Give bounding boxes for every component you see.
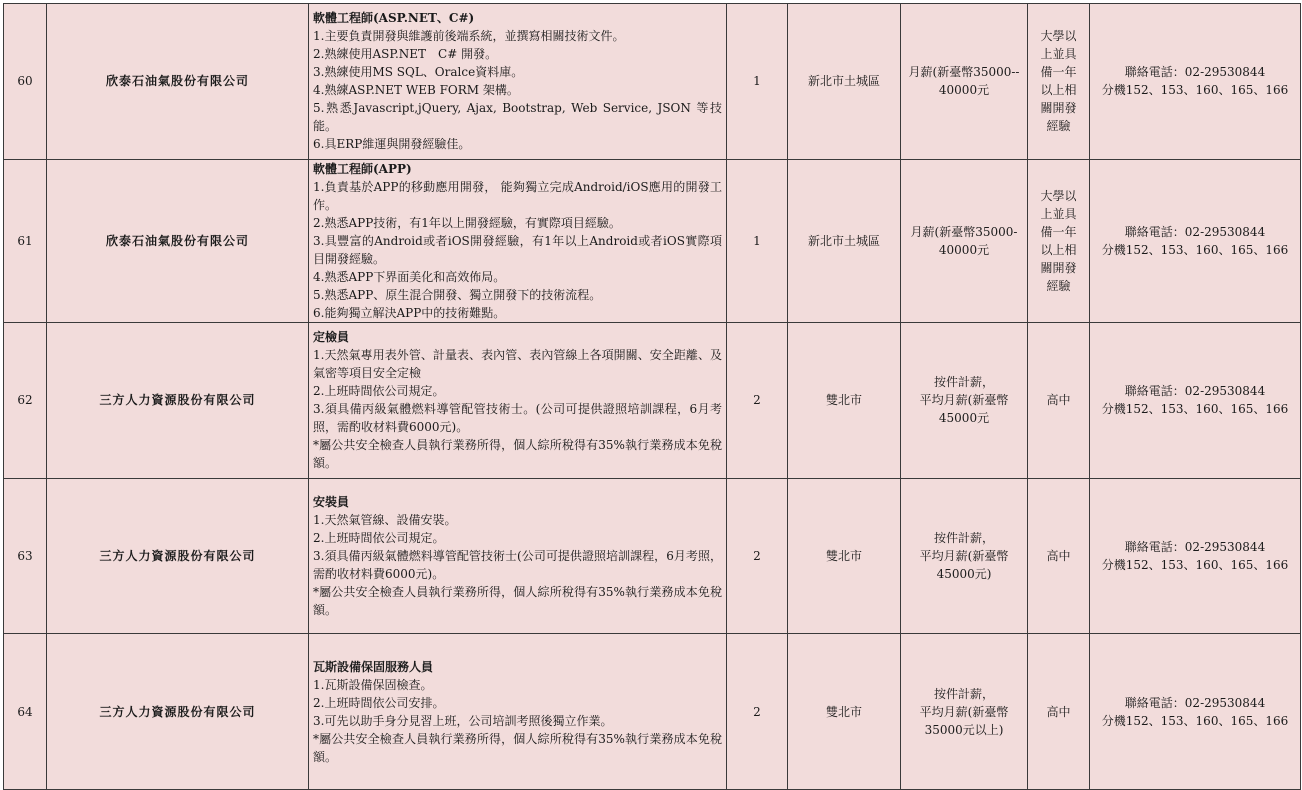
salary: [901, 478, 1028, 634]
headcount: 1: [727, 159, 788, 322]
headcount: 2: [727, 322, 788, 478]
row-number: 61: [4, 159, 47, 322]
requirement-list: [313, 511, 722, 619]
table-row: [4, 634, 1301, 790]
education-line: 關開發: [1040, 260, 1077, 275]
contact-line: 聯絡電話：02-29530844: [1124, 539, 1266, 554]
education-line: 高中: [1046, 704, 1071, 719]
education-line: 以上相: [1040, 242, 1077, 257]
salary: [901, 159, 1028, 322]
education-line: 高中: [1046, 548, 1071, 563]
contact-info: [1090, 478, 1301, 634]
job-description: [309, 478, 727, 634]
job-title: 軟體工程師(ASP.NET、C#): [313, 11, 475, 26]
contact-line: 分機152、153、160、165、166: [1101, 557, 1289, 572]
salary-line: 按件計薪，: [933, 686, 994, 701]
table-row: [4, 322, 1301, 478]
requirement-line: 3.須具備丙級氣體燃料導管配管技術士(公司可提供證照培訓課程，6月考照，需酌收材料費6000元)。: [313, 548, 722, 581]
requirement-list: [313, 27, 722, 153]
education-line: 上並具: [1040, 47, 1077, 62]
company-name: 三方人力資源股份有限公司: [47, 478, 309, 634]
job-listings-body: [4, 4, 1301, 790]
contact-line: 聯絡電話：02-29530844: [1124, 224, 1266, 239]
education-line: 以上相: [1040, 83, 1077, 98]
education-line: 經驗: [1046, 119, 1071, 134]
job-description: [309, 159, 727, 322]
work-location: 新北市土城區: [788, 4, 901, 160]
requirement-line: 1.負責基於APP的移動應用開發， 能夠獨立完成Android/iOS應用的開發工作。: [313, 179, 722, 212]
salary-line: 40000元: [938, 83, 990, 98]
headcount: 2: [727, 478, 788, 634]
work-location: 雙北市: [788, 634, 901, 790]
company-name: 三方人力資源股份有限公司: [47, 322, 309, 478]
table-row: [4, 478, 1301, 634]
salary-line: 45000元): [936, 566, 992, 581]
contact-line: 分機152、153、160、165、166: [1101, 713, 1289, 728]
requirement-list: [313, 178, 722, 322]
salary-line: 月薪(新臺幣35000--: [908, 65, 1020, 80]
contact-line: 分機152、153、160、165、166: [1101, 242, 1289, 257]
contact-line: 聯絡電話：02-29530844: [1124, 65, 1266, 80]
contact-info: [1090, 322, 1301, 478]
education-line: 經驗: [1046, 278, 1071, 293]
requirement-line: 1.瓦斯設備保固檢查。: [313, 677, 433, 692]
headcount: 1: [727, 4, 788, 160]
education-requirement: [1028, 634, 1090, 790]
education-line: 高中: [1046, 393, 1071, 408]
work-location: 新北市土城區: [788, 159, 901, 322]
job-title: 軟體工程師(APP): [313, 161, 412, 176]
requirement-line: 2.上班時間依公司安排。: [313, 695, 445, 710]
requirement-line: 1.天然氣專用表外管、計量表、表內管、表內管線上各項開關、安全距離、及氣密等項目安全定檢: [313, 348, 722, 381]
salary-line: 按件計薪，: [933, 530, 994, 545]
requirement-line: 2.熟悉APP技術，有1年以上開發經驗，有實際項目經驗。: [313, 215, 621, 230]
education-requirement: [1028, 4, 1090, 160]
requirement-line: 6.能夠獨立解決APP中的技術難點。: [313, 305, 506, 320]
education-line: 關開發: [1040, 101, 1077, 116]
requirement-line: 3.具豐富的Android或者iOS開發經驗，有1年以上Android或者iOS實際項目開發經驗。: [313, 233, 722, 266]
education-line: 上並具: [1040, 206, 1077, 221]
row-number: 62: [4, 322, 47, 478]
salary-line: 45000元: [938, 411, 990, 426]
requirement-line: 4.熟練ASP.NET WEB FORM 架構。: [313, 83, 519, 98]
requirement-line: 3.可先以助手身分見習上班，公司培訓考照後獨立作業。: [313, 713, 613, 728]
company-name: 欣泰石油氣股份有限公司: [47, 4, 309, 160]
salary: [901, 634, 1028, 790]
requirement-line: 6.具ERP維運與開發經驗佳。: [313, 137, 471, 152]
salary-line: 平均月薪(新臺幣: [919, 548, 1009, 563]
salary: [901, 322, 1028, 478]
row-number: 60: [4, 4, 47, 160]
education-requirement: [1028, 159, 1090, 322]
education-requirement: [1028, 322, 1090, 478]
requirement-line: 5.熟悉APP、原生混合開發、獨立開發下的技術流程。: [313, 287, 602, 302]
requirement-line: *屬公共安全檢查人員執行業務所得，個人綜所稅得有35%執行業務成本免稅額。: [313, 584, 722, 617]
requirement-line: 5.熟悉Javascript,jQuery, Ajax, Bootstrap, Web Service, JSON 等技能。: [313, 101, 722, 134]
headcount: 2: [727, 634, 788, 790]
salary-line: 40000元: [938, 242, 990, 257]
education-line: 大學以: [1040, 29, 1077, 44]
contact-line: 聯絡電話：02-29530844: [1124, 695, 1266, 710]
contact-line: 聯絡電話：02-29530844: [1124, 384, 1266, 399]
table-row: [4, 159, 1301, 322]
salary-line: 平均月薪(新臺幣: [919, 393, 1009, 408]
company-name: 三方人力資源股份有限公司: [47, 634, 309, 790]
requirement-line: 2.上班時間依公司規定。: [313, 530, 445, 545]
requirement-line: *屬公共安全檢查人員執行業務所得，個人綜所稅得有35%執行業務成本免稅額。: [313, 731, 722, 764]
salary: [901, 4, 1028, 160]
job-description: [309, 634, 727, 790]
row-number: 63: [4, 478, 47, 634]
salary-line: 35000元以上): [924, 722, 1004, 737]
education-requirement: [1028, 478, 1090, 634]
job-title: 定檢員: [313, 330, 350, 345]
education-line: 大學以: [1040, 188, 1077, 203]
company-name: 欣泰石油氣股份有限公司: [47, 159, 309, 322]
requirement-line: 1.主要負責開發與維護前後端系統，並撰寫相關技術文件。: [313, 29, 625, 44]
salary-line: 按件計薪，: [933, 375, 994, 390]
contact-info: [1090, 4, 1301, 160]
requirement-line: 2.上班時間依公司規定。: [313, 384, 445, 399]
job-title: 安裝員: [313, 494, 350, 509]
requirement-line: 1.天然氣管線、設備安裝。: [313, 512, 457, 527]
requirement-list: [313, 676, 722, 766]
requirement-line: 3.熟練使用MS SQL、Oralce資料庫。: [313, 65, 524, 80]
salary-line: 月薪(新臺幣35000-: [910, 224, 1018, 239]
requirement-line: 4.熟悉APP下界面美化和高效佈局。: [313, 269, 506, 284]
job-listings-table: [3, 3, 1301, 790]
contact-line: 分機152、153、160、165、166: [1101, 402, 1289, 417]
contact-info: [1090, 634, 1301, 790]
education-line: 備一年: [1040, 224, 1077, 239]
job-description: [309, 4, 727, 160]
salary-line: 平均月薪(新臺幣: [919, 704, 1009, 719]
requirement-line: 3.須具備丙級氣體燃料導管配管技術士。(公司可提供證照培訓課程，6月考照，需酌收材料費6000元)。: [313, 402, 722, 435]
requirement-line: 2.熟練使用ASP.NET C# 開發。: [313, 47, 498, 62]
work-location: 雙北市: [788, 478, 901, 634]
contact-line: 分機152、153、160、165、166: [1101, 83, 1289, 98]
requirement-list: [313, 346, 722, 472]
job-description: [309, 322, 727, 478]
education-line: 備一年: [1040, 65, 1077, 80]
work-location: 雙北市: [788, 322, 901, 478]
row-number: 64: [4, 634, 47, 790]
requirement-line: *屬公共安全檢查人員執行業務所得，個人綜所稅得有35%執行業務成本免稅額。: [313, 438, 722, 471]
contact-info: [1090, 159, 1301, 322]
job-title: 瓦斯設備保固服務人員: [313, 659, 434, 674]
table-row: [4, 4, 1301, 160]
